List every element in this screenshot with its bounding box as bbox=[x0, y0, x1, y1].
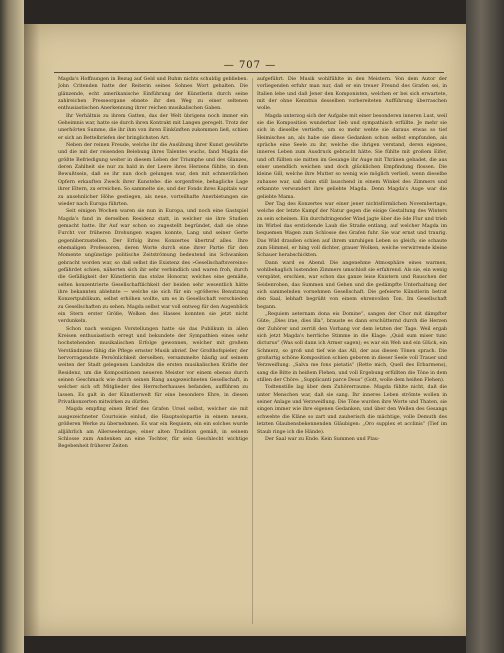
paragraph: Der Tag des Konzertes war einer jener nichtsförmlichen Novembertage, welche der letzte Kampf der Natur gegen die eisige Gestaltung des Winters zu sein scheinen. Ein durchdringender Wind jagte über die öde Flur und trieb im Wirbel das erstickende Laub die Straße entlang, auf welcher Magda im bequemen Wagen zum Schlosse des Grafen fuhr. Sie war ernst und traurig. Das Wild draußen schien auf ihrem unruhigen Leben so gleich; sie schaute zum Himmel, er hing voll dichter, grauer Wolken, welche verwirrende kleine Schauer herabschickten. bbox=[257, 201, 447, 259]
paragraph: Magda unterzog sich der Aufgabe mit einer besonderen inneren Lust, weil sie die Komposition wunderbar lieb und sympathisch erfüllte. Je mehr sie sich in dieselbe vertiefte, um so mehr wehte sie daraus etwas so tief Heimisches an, als habe sie diese Gedanken schon selbst empfunden, als spräche eine Seele zu ihr, welche die ihrigen verstand, deren eigenes, inneres Leben zum Ausdruck gebracht hätte. Sie fühlte mit großem Eifer, und oft füllten sie mitten im Gesange ihr Auge mit Thränen gebadet, die aus einer unendlich weichen und doch glücklichen Empfindung flossen. Die kleine Gill, welche ihre Mutter so wenig wie möglich verließ, wenn dieselbe zuhause war, saß dann still lauschend in einem Winkel des Zimmers und erkannte verwundert ihre geliebte Magda. Denn Magda's Auge war die geliebte Mama. bbox=[257, 113, 447, 200]
previous-page-edge bbox=[0, 0, 24, 653]
paragraph: Magda's Hoffnungen in Bezug auf Geld und Ruhm nichts schuldig geblieben. John Critenden hatte der Reiterin seines Sohnes Wort gehalten. Die glänzende, echt amerikanische Einführung der Künstlerin durch seine zahlreichen Presseorgane ebnete ihr den Weg zu einer seltenen enthusiastischen Anerkennung ihrer reichen musikalischen Gaben. bbox=[58, 77, 248, 112]
paragraph: „Requiem aeternam dona eis Domine“, sangen der Chor mit dämpfter Güte; „Dies irae, dies illa“, brauste es dann erschütternd durch die Herzen der Zuhörer und zerriß den Vorhang vor dem letzten der Tage. Weil ergab sich jetzt Magda's herrliche Stimme in die Klage: „Quid sum miser tunc dicturus“ (Was soll dann ich Armer sagen); es war ein Weh und ein Glück, ein Schmerz, so groß und tief wie das All, der aus diesen Tönen sprach. Die großartig schöne Komposition schien geboren in dieser Seele voll Trauer und Verzweiflung. „Salva me fons pietatis“ (Rette mich, Quell des Erbarmens), sang die Bitte in heißem Flehen, und voll Ergebung erfüllten die Töne in dem stillen der Chöre: „Supplicanti parce Deus“ (Gott, wolle dem heißen Flehen). bbox=[257, 312, 447, 384]
column-divider bbox=[252, 78, 253, 624]
paragraph: aufgeführt. Die Musik wohlfühlte in den Meistern. Von dem Autor der vorliegenden erfuhr man nur, daß er ein treuer Freund des Grafen sei, in Italien lebe und daß Jener den Komponisten, welchen er bei sich erwartete, mit der ohne Kenntnis desselben vorbereiteten Aufführung überraschen wolle. bbox=[257, 77, 447, 112]
paragraph: Todtenstille lag über dem Zuhörerraume. Magda fühlte nicht, daß die unter Menschen war, daß sie sang. Ihr inneres Leben strömte wollen in seiner Anlage und Verzweiflung. Die Töne wurden ihre Worte und Thaten, sie singen immer wie ihre eigenen Gedanken, und über den Wellen des Gesangs schwebte die Kläne so zart und zauberisch die mächtige, volle Demuth des letzten Glaubensbekennenden Gläubigen: „Oro supplex et acclinis“ (Tief im Staub ringe ich die Hände). bbox=[257, 385, 447, 435]
right-text-column bbox=[257, 76, 447, 628]
left-text-column bbox=[58, 76, 248, 628]
paragraph: Schon nach wenigen Vorstellungen hatte sie das Publikum in allen Kreisen enthusiastisch erregt und bekundete der Sympathien eines sehr hochstehenden musikalischen Erfolge gewonnen, welcher mit großem Verständnisse fähig die Pflege ernster Musik abrief. Der Großhofspieler, der hervorragendste Persönlichkeit derselben, versammelte häufig auf seinem weiten der Stadt gelegenen Landsitze die ersten musikalischen Kräfte der Residenz, um die Kompositionen neueren Meister vor einem ebenso durch seinen Geschmack wie durch seinen Rang ausgezeichneten Gesellschaft, in welcher sich oft Mitglieder des Herrscherhauses befanden, aufführen zu lassen. Es galt in der Künstlerwelt für eine besondere Ehre, in diesen Privatkonzerten mitwirken zu dürfen. bbox=[58, 326, 248, 406]
paragraph: Dann ward es Abend. Die angenehme Atmosphäre eines warmen, wohlbehaglich lustenden Zimmers umschloß sie erfahrend. Als sie, ein wenig verspätet, erschien, war schon das ganze leise Knistern und Rauschen der Seidenroben, das Summen und Gehen und die gedämpfte Unterhaltung der sich sammelnden vornehmen Gesellschaft. Die gefeierte Künstlerin betrat den Saal, lebhaft begrüßt von einem ehrenvollen Ton. Im Gesellschaft begann. bbox=[257, 260, 447, 310]
book-binding bbox=[466, 0, 504, 653]
page-number: — 707 — bbox=[223, 60, 277, 71]
page-gutter-shadow bbox=[24, 24, 40, 636]
paragraph: Ihr Verhältnis zu ihrem Gatten, das der Welt übrigens noch immer ein Geheimnis war, hatte sie durch ihren Kontrakt mit Langen geregelt. Trotz der unerhörten Summe, die ihr ihm von ihren Einkünften zukommen ließ, schien er sich an Bettelbriefen der bringlichsten Art. bbox=[58, 113, 248, 141]
header-rule bbox=[54, 72, 444, 73]
paragraph: Magda empfing einen Brief des Grafen Ursel selbst, welcher sie mit ausgezeichneter Courtoisie einlud, die Hauptsolopartie in einem neuen, größeren Werke zu übernehmen. Es war ein Requiem, ein ein solches wurde alljährlich am Allerseelentage, einer alten Tradition gemäß, in seinem Schlosse zum Andenken an eine Tochter, für sein Geschlecht wichtige Begebenheit früherer Zeiten bbox=[58, 407, 248, 450]
paragraph: Neben der reinen Freude, welche ihr die Ausübung ihrer Kunst gewährte und die mit der reisenden Belebung ihres Talentes wuchs, fand Magda die größte Befriedigung weiter in diesem Leben der Triumphe und des Glanzes, deren Zahlheit sie nur zu bald in der Leere ihres Herzens fühlte, in dem Bewußtsein, daß es ihr nun doch gelungen war, den mit schmerzlichen Opfern erkauften Zweck ihrer Kunstehe: die sorgenfreie, behagliche Lage ihrer Eltern, zu erreichen. So sammelte sie, und der Fonds ihres Kapitals war zu ansehnlicher Höhe gestiegen, als neue, vorteilhafte Anerbietungen sie wieder nach Europa führten. bbox=[58, 143, 248, 207]
paragraph: Seit einigen Wochen waren sie nun in Europa, und noch eine Gastspiel Magda's fand in derselben Residenz statt, in welcher sie ihre Studien gemacht hatte. Ihr Auf war schon so zugestellt begründet, daß sie ohne Furcht vor früheren Drohungen wagen konnte, Lang und seiner Gerte gegenüberzustellen. Der Erfolg ihres Konzertes übertraf alles. Ihre ehemaligen Professoren, deren Worte durch eine ihrer Partie für den Momente ungünstige politische Zeitströmung bedeutend ins Schwanken gebracht worden war, so daß selbst die Existenz des »Gesellschaftsvereins« gefährdet schien, näherten sich ihr sehr verbindlich und waren froh, durch die Gefälligkeit der Künstlerin das stolze Honorar, welches eine gemäße, selten konzentrierte Gesellschaftlichkeit der beiden sehr wesentlich hätte ihre bekannten ablehnte — welche sie sich für ein »größeres Benutzung Konzertpublikum, selbst erhöhen wollte, um es in Gesellschaft verschieden zu Gesellschaften zu sehen. Magda selbst war voll entweg für den Augenblick ein Stern erster Größe, Wolken des Hasses konnten sie jetzt nicht verdunkeln. bbox=[58, 209, 248, 325]
paragraph: Der Saal war zu Ende. Kein Summen und Plau- bbox=[265, 436, 380, 442]
